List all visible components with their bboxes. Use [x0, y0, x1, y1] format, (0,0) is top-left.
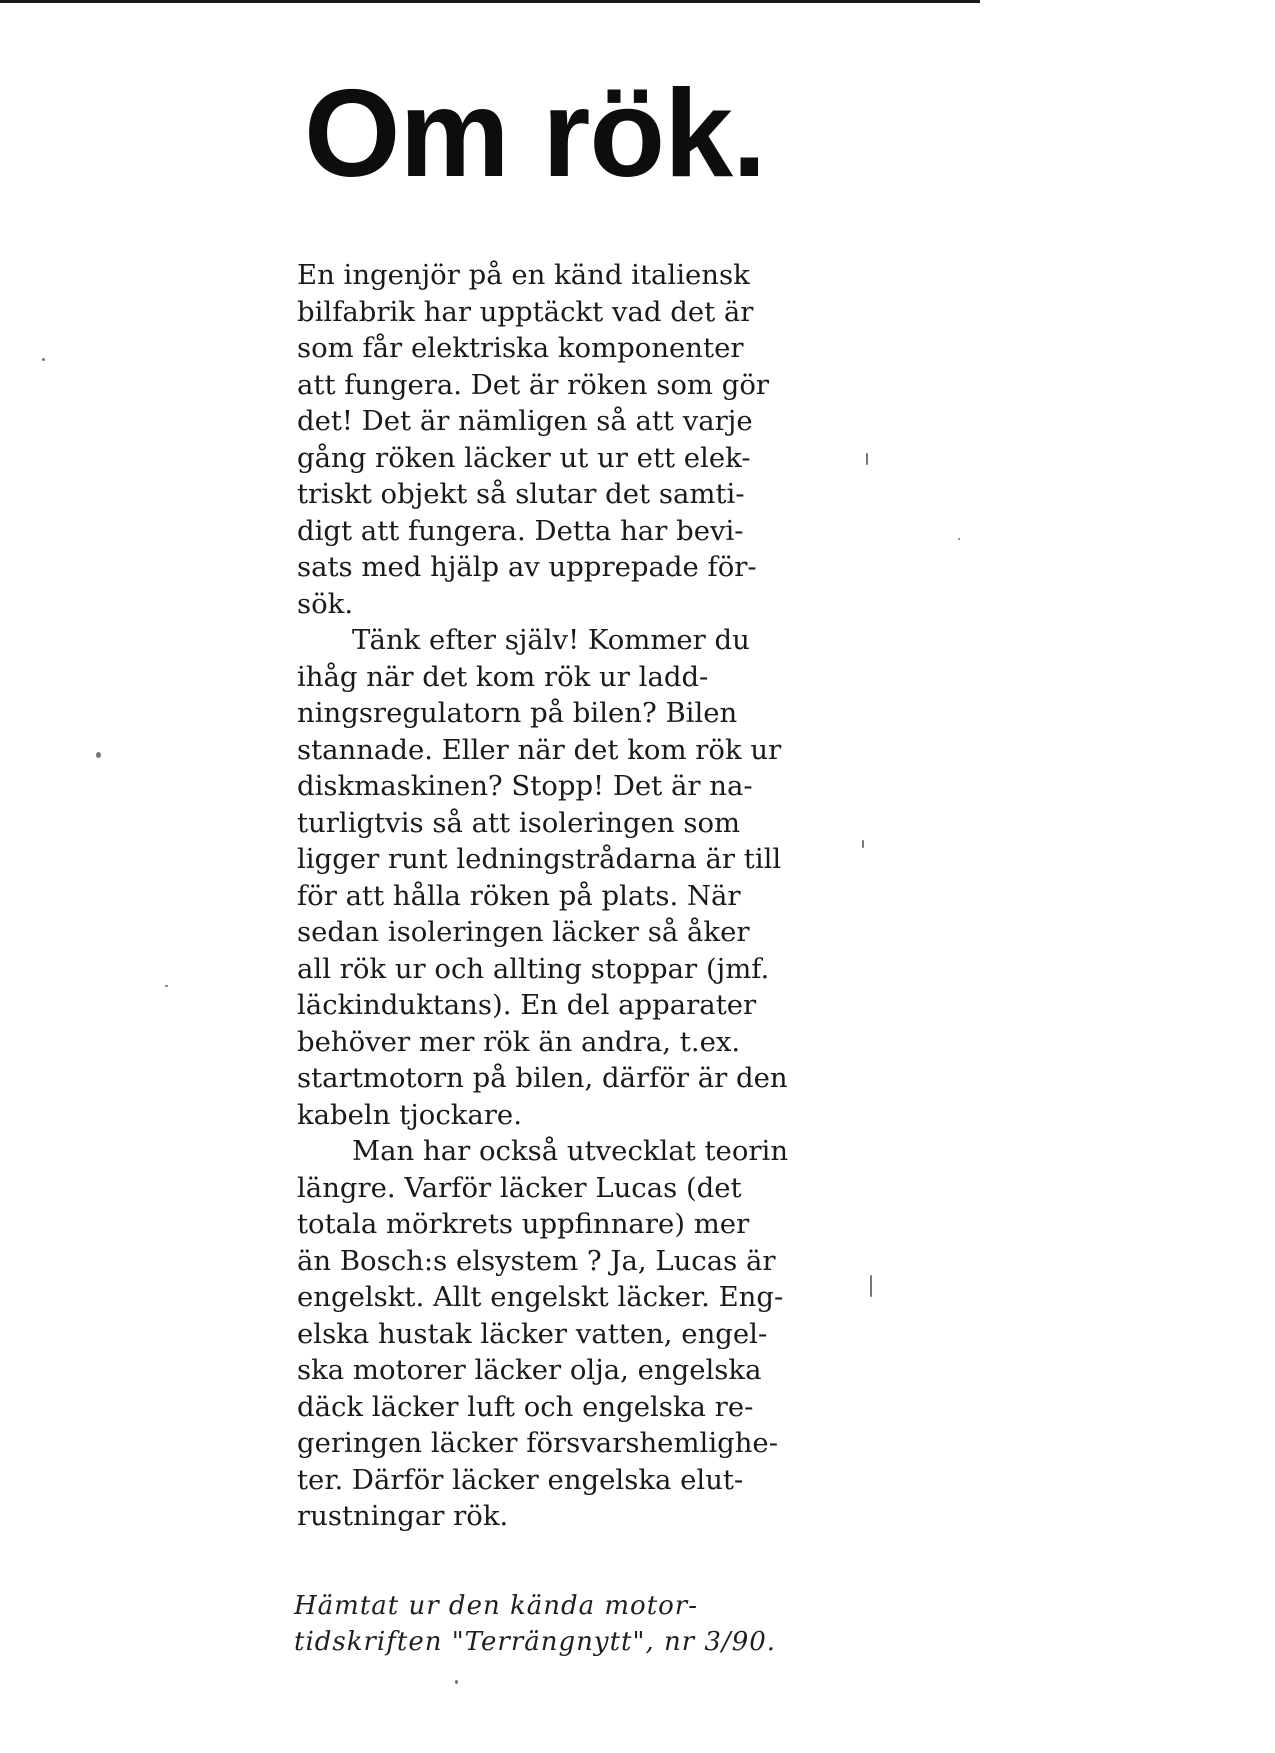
article-line: ska motorer läcker olja, engelska: [297, 1354, 762, 1386]
article-line: än Bosch:s elsystem ? Ja, Lucas är: [297, 1244, 776, 1277]
article-line: stannade. Eller när det kom rök ur: [297, 733, 782, 766]
scan-speck: [455, 1680, 458, 1684]
scan-speck: [165, 985, 168, 987]
article-line: engelskt. Allt engelskt läcker. Eng-: [297, 1281, 784, 1313]
top-rule: [0, 0, 980, 3]
article-line: läckinduktans). En del apparater: [297, 989, 757, 1021]
article-line: för att hålla röken på plats. När: [297, 879, 741, 912]
article-line: ihåg när det kom rök ur ladd-: [297, 660, 709, 693]
article-line: Tänk efter själv! Kommer du: [352, 624, 750, 656]
source-line-1: Hämtat ur den kända motor-: [294, 1591, 699, 1621]
scan-speck: [870, 1275, 872, 1297]
article-line: startmotorn på bilen, därför är den: [297, 1062, 788, 1094]
headline: Om rök.: [304, 65, 766, 203]
scan-speck: [958, 538, 960, 540]
article-line: sök.: [297, 587, 354, 620]
article-line: att fungera. Det är röken som gör: [297, 368, 770, 401]
article-line: ligger runt ledningstrådarna är till: [297, 843, 782, 875]
article-line: En ingenjör på en känd italiensk: [297, 259, 750, 291]
article-line: sats med hjälp av upprepade för-: [297, 551, 757, 583]
article-line: turligtvis så att isoleringen som: [297, 806, 741, 839]
article-line: ningsregulatorn på bilen? Bilen: [297, 697, 738, 729]
article-line: behöver mer rök än andra, t.ex.: [297, 1025, 741, 1058]
article-line: all rök ur och allting stoppar (jmf.: [297, 952, 770, 985]
article-line: kabeln tjockare.: [297, 1098, 522, 1131]
source-credit: [294, 1588, 814, 1660]
article-line: som får elektriska komponenter: [297, 332, 744, 364]
article-line: digt att fungera. Detta har bevi-: [297, 514, 744, 547]
paragraph-1: [297, 257, 817, 622]
scan-speck: [862, 840, 864, 848]
paragraph-3: [297, 1133, 817, 1535]
article-line: rustningar rök.: [297, 1500, 509, 1532]
scan-speck: [866, 453, 868, 465]
scan-speck: [96, 752, 101, 758]
article-line: elska hustak läcker vatten, engel-: [297, 1317, 768, 1350]
article-line: totala mörkrets uppfinnare) mer: [297, 1208, 750, 1240]
article-line: Man har också utvecklat teorin: [352, 1135, 789, 1167]
article-body: [297, 257, 817, 1535]
article-line: ter. Därför läcker engelska elut-: [297, 1463, 744, 1496]
article-line: diskmaskinen? Stopp! Det är na-: [297, 770, 753, 802]
article-line: längre. Varför läcker Lucas (det: [297, 1171, 742, 1204]
article-line: bilfabrik har upptäckt vad det är: [297, 295, 754, 328]
source-line-2: tidskriften "Terrängnytt", nr 3/90.: [294, 1627, 777, 1657]
paragraph-2: [297, 622, 817, 1133]
scan-speck: [42, 358, 45, 361]
article-line: det! Det är nämligen så att varje: [297, 405, 753, 437]
article-line: sedan isoleringen läcker så åker: [297, 916, 750, 948]
article-line: triskt objekt så slutar det samti-: [297, 478, 745, 510]
article-line: gång röken läcker ut ur ett elek-: [297, 441, 751, 474]
article-line: däck läcker luft och engelska re-: [297, 1390, 754, 1423]
article-line: geringen läcker försvarshemlighe-: [297, 1427, 778, 1459]
